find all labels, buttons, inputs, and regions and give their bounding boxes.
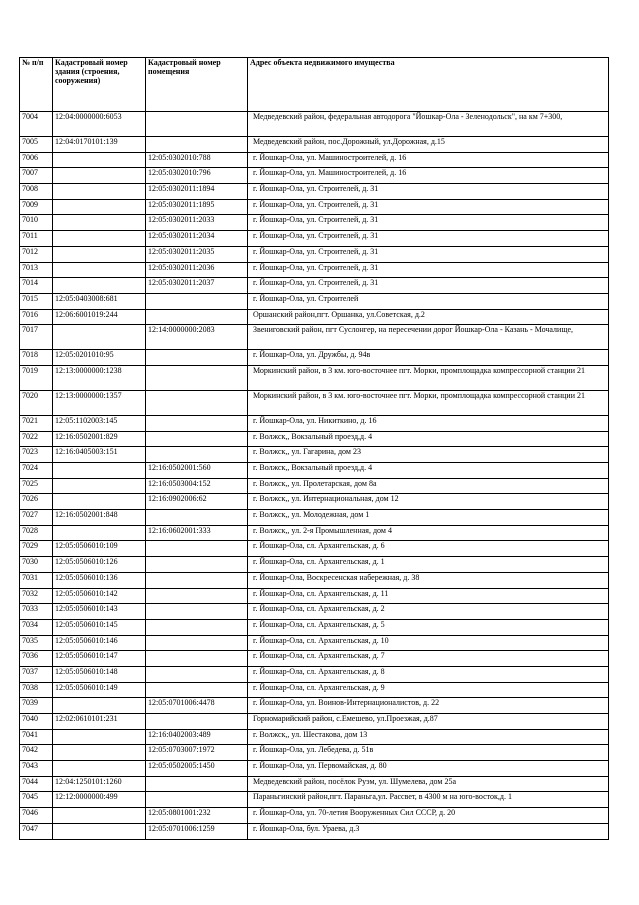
row-number-cell: 7044 — [20, 776, 53, 792]
address-cell: г. Йошкар-Ола, ул. Строителей, д. 31 — [248, 278, 609, 294]
row-number-cell: 7016 — [20, 309, 53, 325]
header-building-cadastral: Кадастровый номер здания (строения, сооружения) — [53, 58, 146, 112]
table-row — [20, 745, 609, 761]
building-cadastral-cell: 12:05:0403008:681 — [53, 293, 146, 309]
premises-cadastral-cell — [146, 714, 248, 730]
building-cadastral-cell — [53, 152, 146, 168]
row-number-cell: 7043 — [20, 761, 53, 777]
building-cadastral-cell — [53, 199, 146, 215]
address-cell: г. Йошкар-Ола, сл. Архангельская, д. 7 — [248, 651, 609, 667]
row-number-cell: 7025 — [20, 478, 53, 494]
row-number-cell: 7009 — [20, 199, 53, 215]
premises-cadastral-cell — [146, 635, 248, 651]
table-row — [20, 463, 609, 479]
address-cell: г. Йошкар-Ола, сл. Архангельская, д. 11 — [248, 588, 609, 604]
table-row — [20, 293, 609, 309]
table-row — [20, 390, 609, 415]
header-address: Адрес объекта недвижимого имущества — [248, 58, 609, 112]
table-row — [20, 541, 609, 557]
table-row — [20, 729, 609, 745]
building-cadastral-cell — [53, 215, 146, 231]
premises-cadastral-cell: 12:05:0701006:1259 — [146, 823, 248, 839]
building-cadastral-cell — [53, 698, 146, 714]
building-cadastral-cell: 12:04:0000000:6053 — [53, 112, 146, 137]
building-cadastral-cell — [53, 478, 146, 494]
table-row — [20, 666, 609, 682]
premises-cadastral-cell: 12:05:0302011:2037 — [146, 278, 248, 294]
premises-cadastral-cell — [146, 510, 248, 526]
premises-cadastral-cell — [146, 619, 248, 635]
row-number-cell: 7040 — [20, 714, 53, 730]
table-row — [20, 572, 609, 588]
table-row — [20, 823, 609, 839]
address-cell: г. Йошкар-Ола, сл. Архангельская, д. 9 — [248, 682, 609, 698]
building-cadastral-cell — [53, 745, 146, 761]
address-cell: Горномарийский район, с.Емешево, ул.Проезжая, д.87 — [248, 714, 609, 730]
row-number-cell: 7021 — [20, 415, 53, 431]
premises-cadastral-cell — [146, 415, 248, 431]
address-cell: г. Йошкар-Ола, ул. Строителей, д. 31 — [248, 184, 609, 200]
table-row — [20, 792, 609, 808]
premises-cadastral-cell: 12:05:0302011:2033 — [146, 215, 248, 231]
row-number-cell: 7017 — [20, 325, 53, 350]
building-cadastral-cell: 12:05:0506010:142 — [53, 588, 146, 604]
premises-cadastral-cell — [146, 431, 248, 447]
row-number-cell: 7022 — [20, 431, 53, 447]
row-number-cell: 7020 — [20, 390, 53, 415]
address-cell: г. Йошкар-Ола, ул. Строителей — [248, 293, 609, 309]
premises-cadastral-cell — [146, 390, 248, 415]
building-cadastral-cell: 12:06:6001019:244 — [53, 309, 146, 325]
premises-cadastral-cell — [146, 588, 248, 604]
address-cell: г. Волжск,, ул. 2-я Промышленная, дом 4 — [248, 525, 609, 541]
row-number-cell: 7033 — [20, 604, 53, 620]
address-cell: г. Йошкар-Ола, ул. Машиностроителей, д. 16 — [248, 168, 609, 184]
address-cell: г. Йошкар-Ола, сл. Архангельская, д. 5 — [248, 619, 609, 635]
address-cell: г. Йошкар-Ола, ул. Строителей, д. 31 — [248, 215, 609, 231]
address-cell: г. Йошкар-Ола, ул. Строителей, д. 31 — [248, 262, 609, 278]
table-row — [20, 761, 609, 777]
row-number-cell: 7012 — [20, 246, 53, 262]
building-cadastral-cell: 12:13:0000000:1238 — [53, 365, 146, 390]
row-number-cell: 7010 — [20, 215, 53, 231]
building-cadastral-cell: 12:05:0506010:148 — [53, 666, 146, 682]
row-number-cell: 7032 — [20, 588, 53, 604]
address-cell: Моркинский район, в 3 км. юго-восточнее пгт. Морки, промплощадка компрессорной станции 21 — [248, 390, 609, 415]
premises-cadastral-cell — [146, 604, 248, 620]
premises-cadastral-cell — [146, 112, 248, 137]
table-row — [20, 588, 609, 604]
address-cell: г. Йошкар-Ола, ул. Лебедева, д. 51в — [248, 745, 609, 761]
building-cadastral-cell — [53, 823, 146, 839]
table-row — [20, 698, 609, 714]
premises-cadastral-cell: 12:16:0602001:333 — [146, 525, 248, 541]
address-cell: г. Йошкар-Ола, ул. Дружбы, д. 94в — [248, 350, 609, 366]
table-row — [20, 262, 609, 278]
premises-cadastral-cell: 12:14:0000000:2083 — [146, 325, 248, 350]
header-number: № п/п — [20, 58, 53, 112]
row-number-cell: 7027 — [20, 510, 53, 526]
building-cadastral-cell — [53, 262, 146, 278]
address-cell: г. Йошкар-Ола, ул. Первомайская, д. 80 — [248, 761, 609, 777]
building-cadastral-cell: 12:05:0506010:109 — [53, 541, 146, 557]
building-cadastral-cell — [53, 525, 146, 541]
premises-cadastral-cell — [146, 666, 248, 682]
table-row — [20, 776, 609, 792]
table-row — [20, 215, 609, 231]
row-number-cell: 7038 — [20, 682, 53, 698]
premises-cadastral-cell — [146, 541, 248, 557]
address-cell: г. Волжск,, ул. Интернациональная, дом 12 — [248, 494, 609, 510]
address-cell: Оршанский район,пгт. Оршанка, ул.Советская, д.2 — [248, 309, 609, 325]
row-number-cell: 7045 — [20, 792, 53, 808]
premises-cadastral-cell: 12:05:0302011:2036 — [146, 262, 248, 278]
row-number-cell: 7018 — [20, 350, 53, 366]
address-cell: г. Йошкар-Ола, сл. Архангельская, д. 6 — [248, 541, 609, 557]
building-cadastral-cell: 12:05:0506010:149 — [53, 682, 146, 698]
address-cell: г. Йошкар-Ола, ул. Воинов-Интернационалистов, д. 22 — [248, 698, 609, 714]
address-cell: г. Йошкар-Ола, ул. Строителей, д. 31 — [248, 199, 609, 215]
building-cadastral-cell: 12:05:0506010:147 — [53, 651, 146, 667]
table-row — [20, 510, 609, 526]
row-number-cell: 7013 — [20, 262, 53, 278]
address-cell: г. Волжск,, Вокзальный проезд,д. 4 — [248, 463, 609, 479]
building-cadastral-cell: 12:05:1102003:145 — [53, 415, 146, 431]
row-number-cell: 7035 — [20, 635, 53, 651]
premises-cadastral-cell: 12:05:0302011:1895 — [146, 199, 248, 215]
table-row — [20, 619, 609, 635]
premises-cadastral-cell: 12:05:0302011:2035 — [146, 246, 248, 262]
table-row — [20, 604, 609, 620]
premises-cadastral-cell — [146, 557, 248, 573]
building-cadastral-cell: 12:04:1250101:1260 — [53, 776, 146, 792]
premises-cadastral-cell — [146, 293, 248, 309]
building-cadastral-cell — [53, 184, 146, 200]
premises-cadastral-cell — [146, 447, 248, 463]
table-row — [20, 415, 609, 431]
address-cell: г. Йошкар-Ола, ул. Машиностроителей, д. 16 — [248, 152, 609, 168]
address-cell: Медведевский район, пос.Дорожный, ул.Дорожная, д.15 — [248, 137, 609, 153]
address-cell: Медведевский район, федеральная автодорога "Йошкар-Ола - Зеленодольск", на км 7+300, — [248, 112, 609, 137]
address-cell: г. Йошкар-Ола, сл. Архангельская, д. 8 — [248, 666, 609, 682]
building-cadastral-cell — [53, 168, 146, 184]
row-number-cell: 7015 — [20, 293, 53, 309]
row-number-cell: 7014 — [20, 278, 53, 294]
building-cadastral-cell: 12:02:0610101:231 — [53, 714, 146, 730]
premises-cadastral-cell: 12:16:0502001:560 — [146, 463, 248, 479]
building-cadastral-cell: 12:16:0502001:829 — [53, 431, 146, 447]
table-row — [20, 808, 609, 824]
premises-cadastral-cell: 12:05:0703007:1972 — [146, 745, 248, 761]
building-cadastral-cell: 12:16:0405003:151 — [53, 447, 146, 463]
row-number-cell: 7046 — [20, 808, 53, 824]
row-number-cell: 7006 — [20, 152, 53, 168]
row-number-cell: 7007 — [20, 168, 53, 184]
table-row — [20, 137, 609, 153]
row-number-cell: 7023 — [20, 447, 53, 463]
table-row — [20, 309, 609, 325]
table-row — [20, 651, 609, 667]
address-cell: г. Йошкар-Ола, ул. Строителей, д. 31 — [248, 231, 609, 247]
address-cell: г. Йошкар-Ола, ул. Строителей, д. 31 — [248, 246, 609, 262]
premises-cadastral-cell: 12:05:0302011:1894 — [146, 184, 248, 200]
address-cell: г. Йошкар-Ола, Воскресенская набережная, д. 38 — [248, 572, 609, 588]
building-cadastral-cell: 12:04:0170101:139 — [53, 137, 146, 153]
table-body — [20, 112, 609, 840]
building-cadastral-cell — [53, 463, 146, 479]
building-cadastral-cell: 12:05:0506010:146 — [53, 635, 146, 651]
table-row — [20, 325, 609, 350]
premises-cadastral-cell: 12:05:0302010:796 — [146, 168, 248, 184]
row-number-cell: 7036 — [20, 651, 53, 667]
row-number-cell: 7039 — [20, 698, 53, 714]
row-number-cell: 7026 — [20, 494, 53, 510]
building-cadastral-cell: 12:05:0506010:143 — [53, 604, 146, 620]
row-number-cell: 7008 — [20, 184, 53, 200]
table-row — [20, 112, 609, 137]
address-cell: г. Волжск,, ул. Гагарина, дом 23 — [248, 447, 609, 463]
row-number-cell: 7047 — [20, 823, 53, 839]
address-cell: Параньгинский район,пгт. Параньга,ул. Рассвет, в 4300 м на юго-восток,д. 1 — [248, 792, 609, 808]
table-header-row — [20, 58, 609, 112]
building-cadastral-cell: 12:05:0506010:126 — [53, 557, 146, 573]
premises-cadastral-cell — [146, 365, 248, 390]
premises-cadastral-cell — [146, 682, 248, 698]
row-number-cell: 7037 — [20, 666, 53, 682]
premises-cadastral-cell: 12:05:0701006:4478 — [146, 698, 248, 714]
header-premises-cadastral: Кадастровый номер помещения — [146, 58, 248, 112]
table-row — [20, 168, 609, 184]
premises-cadastral-cell — [146, 309, 248, 325]
table-row — [20, 431, 609, 447]
table-row — [20, 682, 609, 698]
row-number-cell: 7034 — [20, 619, 53, 635]
building-cadastral-cell: 12:05:0506010:136 — [53, 572, 146, 588]
registry-table-container — [19, 57, 609, 840]
building-cadastral-cell: 12:13:0000000:1357 — [53, 390, 146, 415]
building-cadastral-cell — [53, 231, 146, 247]
row-number-cell: 7029 — [20, 541, 53, 557]
building-cadastral-cell: 12:16:0502001:848 — [53, 510, 146, 526]
building-cadastral-cell — [53, 761, 146, 777]
table-row — [20, 447, 609, 463]
premises-cadastral-cell: 12:05:0302011:2034 — [146, 231, 248, 247]
premises-cadastral-cell: 12:05:0302010:788 — [146, 152, 248, 168]
table-row — [20, 478, 609, 494]
table-row — [20, 635, 609, 651]
address-cell: Моркинский район, в 3 км. юго-восточнее пгт. Морки, промплощадка компрессорной станции 21 — [248, 365, 609, 390]
row-number-cell: 7024 — [20, 463, 53, 479]
address-cell: Звениговский район, пгт Суслонгер, на пересечении дорог Йошкар-Ола - Казань - Мочалище, — [248, 325, 609, 350]
table-row — [20, 231, 609, 247]
table-row — [20, 184, 609, 200]
table-row — [20, 714, 609, 730]
address-cell: Медведевский район, посёлок Руэм, ул. Шумелева, дом 25а — [248, 776, 609, 792]
building-cadastral-cell: 12:12:0000000:499 — [53, 792, 146, 808]
table-row — [20, 557, 609, 573]
table-row — [20, 365, 609, 390]
building-cadastral-cell: 12:05:0506010:145 — [53, 619, 146, 635]
premises-cadastral-cell — [146, 350, 248, 366]
table-row — [20, 494, 609, 510]
premises-cadastral-cell — [146, 792, 248, 808]
building-cadastral-cell — [53, 808, 146, 824]
table-row — [20, 152, 609, 168]
address-cell: г. Йошкар-Ола, сл. Архангельская, д. 2 — [248, 604, 609, 620]
address-cell: г. Йошкар-Ола, бул. Ураева, д.3 — [248, 823, 609, 839]
address-cell: г. Йошкар-Ола, сл. Архангельская, д. 10 — [248, 635, 609, 651]
building-cadastral-cell — [53, 325, 146, 350]
row-number-cell: 7004 — [20, 112, 53, 137]
table-row — [20, 525, 609, 541]
row-number-cell: 7042 — [20, 745, 53, 761]
row-number-cell: 7041 — [20, 729, 53, 745]
premises-cadastral-cell: 12:16:0902006:62 — [146, 494, 248, 510]
building-cadastral-cell — [53, 729, 146, 745]
table-row — [20, 350, 609, 366]
address-cell: г. Волжск,, Вокзальный проезд,д. 4 — [248, 431, 609, 447]
address-cell: г. Йошкар-Ола, ул. Никиткино, д. 16 — [248, 415, 609, 431]
real-estate-registry-table — [19, 57, 609, 840]
table-row — [20, 278, 609, 294]
address-cell: г. Волжск,, ул. Шестакова, дом 13 — [248, 729, 609, 745]
premises-cadastral-cell — [146, 137, 248, 153]
row-number-cell: 7011 — [20, 231, 53, 247]
building-cadastral-cell — [53, 246, 146, 262]
premises-cadastral-cell — [146, 572, 248, 588]
row-number-cell: 7005 — [20, 137, 53, 153]
premises-cadastral-cell — [146, 776, 248, 792]
premises-cadastral-cell: 12:16:0402003:489 — [146, 729, 248, 745]
table-row — [20, 246, 609, 262]
address-cell: г. Волжск,, ул. Пролетарская, дом 8а — [248, 478, 609, 494]
address-cell: г. Йошкар-Ола, сл. Архангельская, д. 1 — [248, 557, 609, 573]
address-cell: г. Йошкар-Ола, ул. 70-летия Вооруженных Сил СССР, д. 20 — [248, 808, 609, 824]
premises-cadastral-cell — [146, 651, 248, 667]
row-number-cell: 7031 — [20, 572, 53, 588]
premises-cadastral-cell: 12:16:0503004:152 — [146, 478, 248, 494]
row-number-cell: 7030 — [20, 557, 53, 573]
building-cadastral-cell — [53, 278, 146, 294]
building-cadastral-cell — [53, 494, 146, 510]
premises-cadastral-cell: 12:05:0801001:232 — [146, 808, 248, 824]
premises-cadastral-cell: 12:05:0502005:1450 — [146, 761, 248, 777]
table-row — [20, 199, 609, 215]
address-cell: г. Волжск,, ул. Молодежная, дом 1 — [248, 510, 609, 526]
row-number-cell: 7019 — [20, 365, 53, 390]
row-number-cell: 7028 — [20, 525, 53, 541]
building-cadastral-cell: 12:05:0201010:95 — [53, 350, 146, 366]
